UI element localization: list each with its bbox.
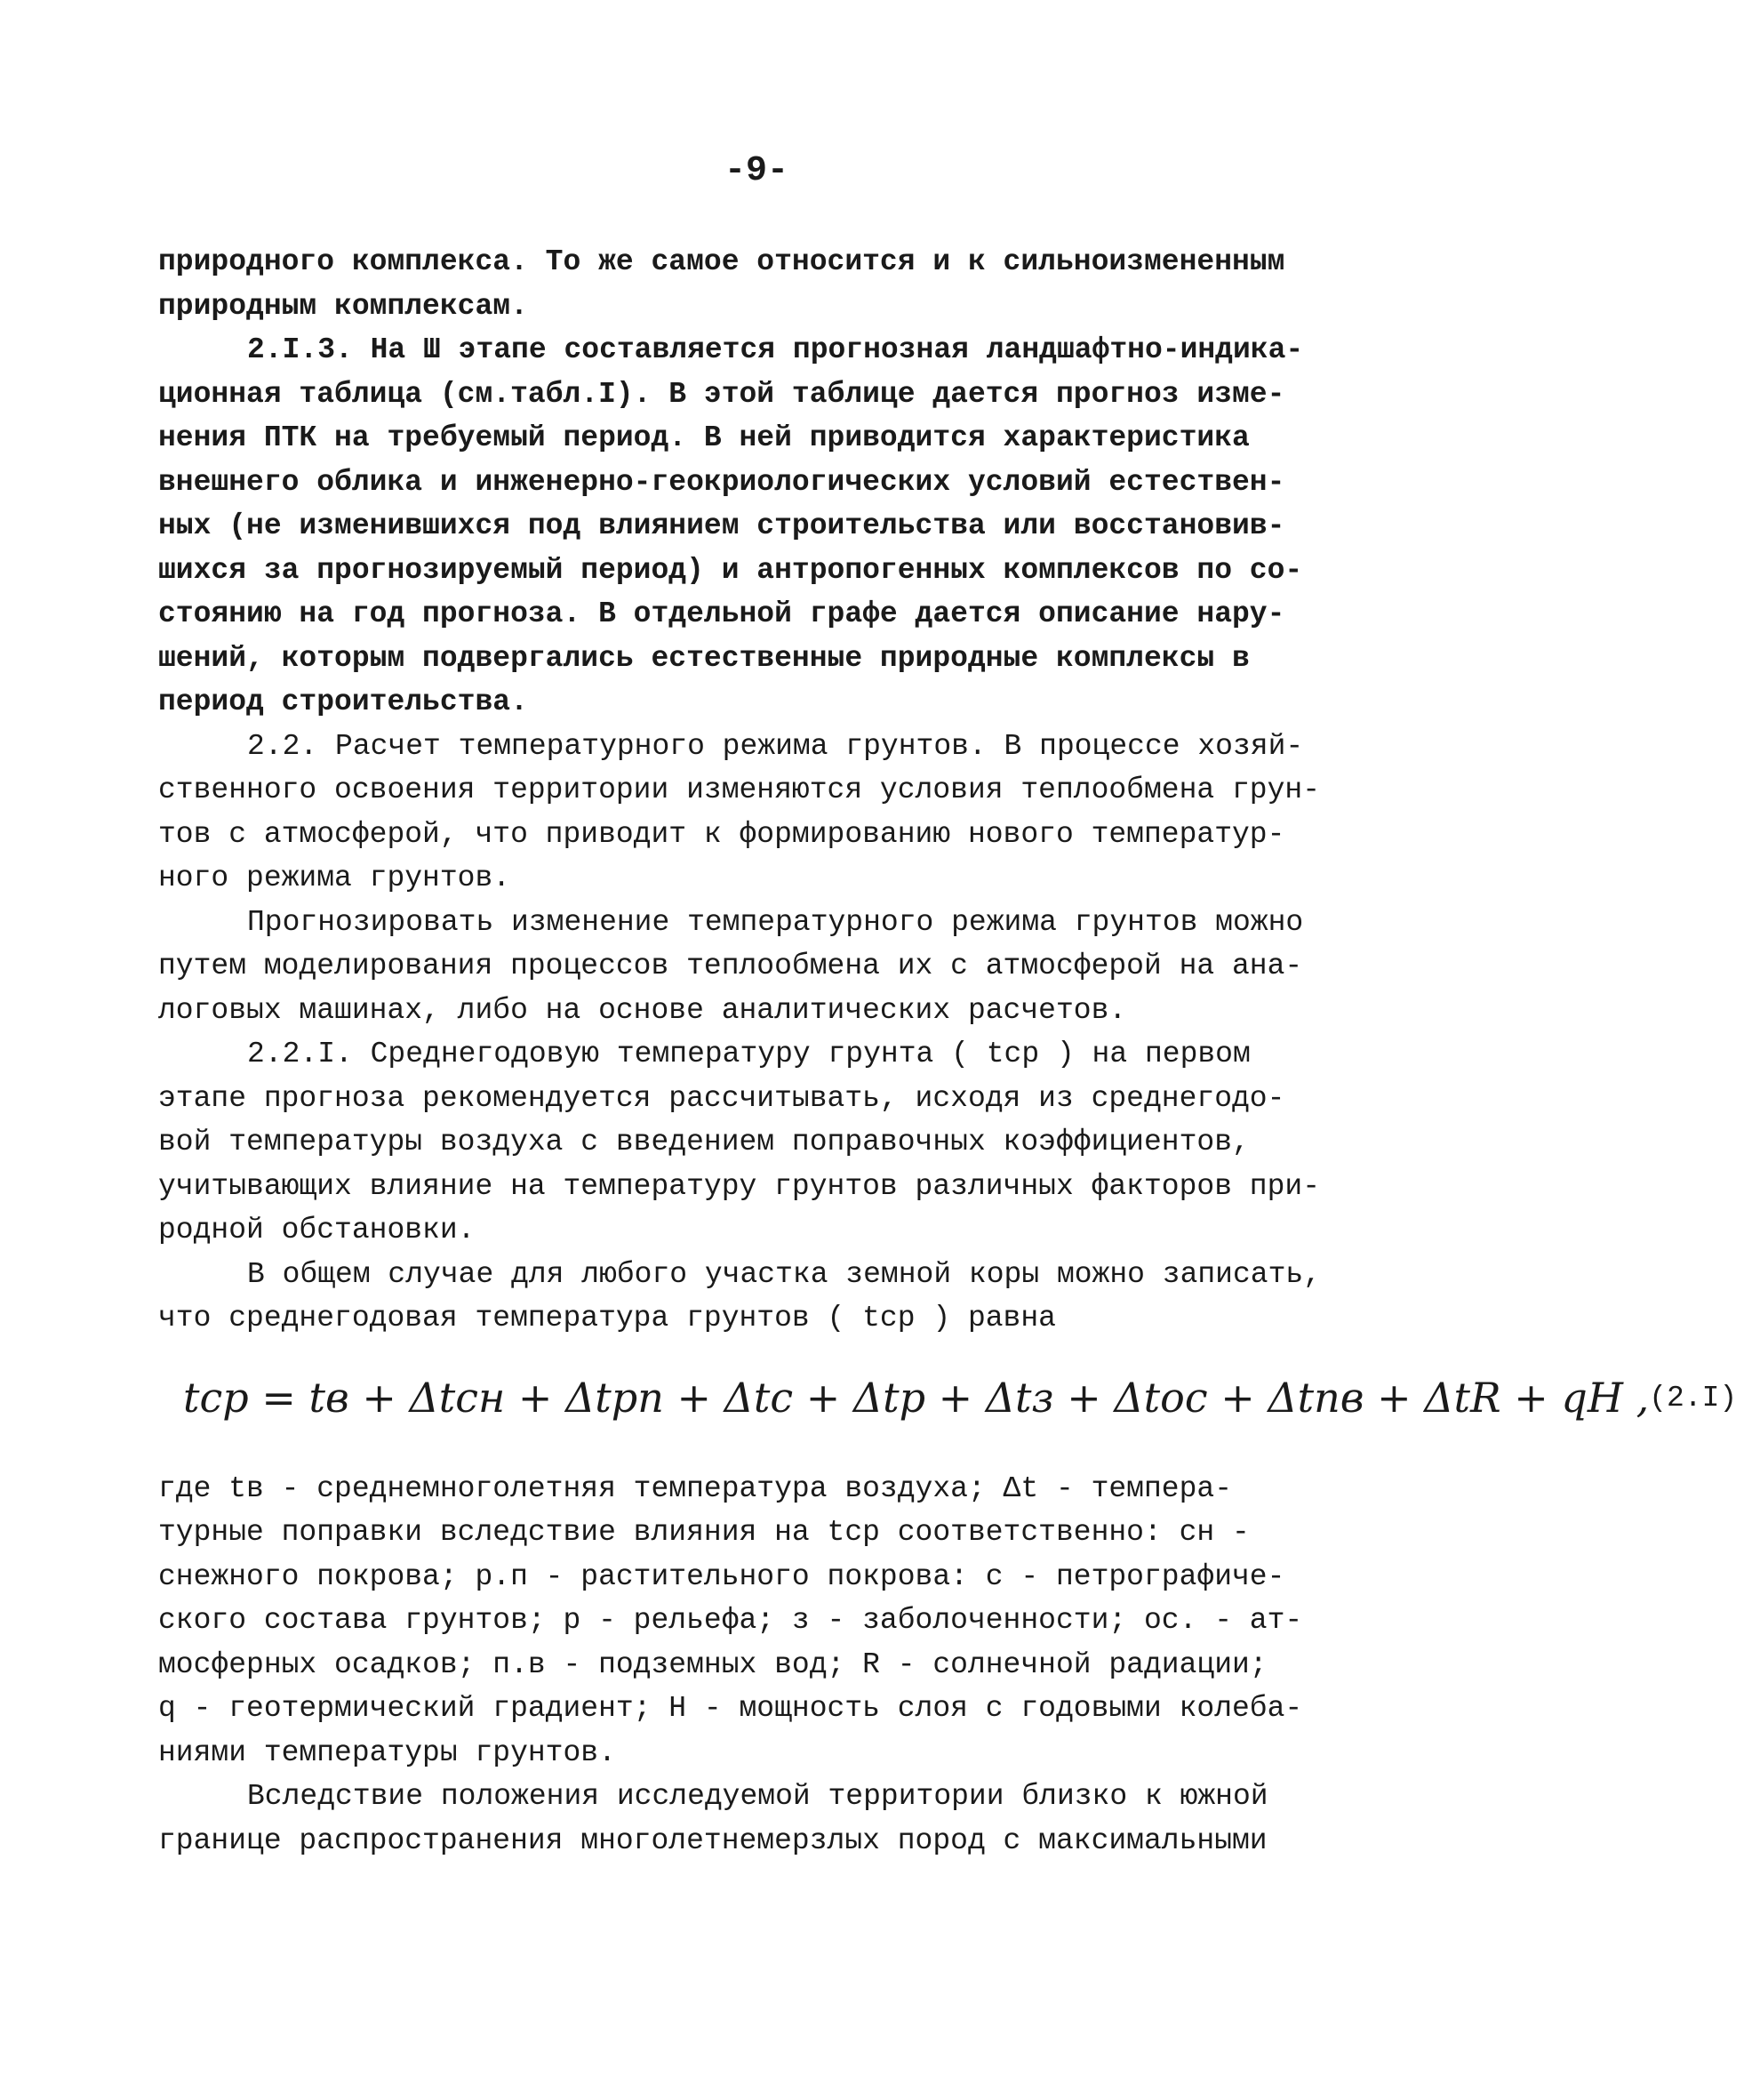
text-line: логовых машинах, либо на основе аналитических расчетов. bbox=[158, 993, 1127, 1027]
text-line: что среднегодовая температура грунтов ( tср ) равна bbox=[158, 1302, 1056, 1335]
text-line: снежного покрова; р.п - растительного покрова: с - петрографиче- bbox=[158, 1559, 1285, 1593]
text-line: турные поправки вследствие влияния на tср соответственно: сн - bbox=[158, 1516, 1250, 1549]
text-line: где tв - среднемноголетняя температура воздуха; Δt - темпера- bbox=[158, 1471, 1232, 1505]
text-line: Прогнозировать изменение температурного режима грунтов можно bbox=[247, 905, 1304, 939]
formula-expression: tср = tв + Δtсн + Δtрп + Δtс + Δtр + Δtз + Δtос + Δtпв + ΔtR + qH , bbox=[183, 1373, 1650, 1422]
text-line: тов с атмосферой, что приводит к формированию нового температур- bbox=[158, 817, 1285, 851]
paragraph-3 bbox=[158, 725, 1349, 901]
text-line: В общем случае для любого участка земной коры можно записать, bbox=[247, 1257, 1321, 1291]
paragraph-4 bbox=[158, 901, 1349, 1033]
text-line: ниями температуры грунтов. bbox=[158, 1735, 616, 1769]
text-line: ного режима грунтов. bbox=[158, 862, 511, 894]
section-heading-line: 2.2. Расчет температурного режима грунтов. В процессе хозяй- bbox=[247, 729, 1304, 763]
formula-number: (2.I) bbox=[1649, 1381, 1738, 1415]
text-line: границе распространения многолетнемерзлых пород с максимальными bbox=[158, 1823, 1268, 1857]
text-line: природным комплексам. bbox=[158, 289, 528, 323]
text-line: ственного освоения территории изменяются условия теплообмена грун- bbox=[158, 773, 1321, 806]
paragraph-5 bbox=[158, 1032, 1349, 1253]
paragraph-1 bbox=[158, 240, 1349, 328]
text-line: 2.2.I. Среднегодовую температуру грунта ( tср ) на первом bbox=[247, 1038, 1251, 1070]
body-text bbox=[158, 240, 1738, 1863]
paragraph-8 bbox=[158, 1775, 1349, 1863]
text-line: мосферных осадков; п.в - подземных вод; R - солнечной радиации; bbox=[158, 1647, 1268, 1681]
text-line: вой температуры воздуха с введением поправочных коэффициентов, bbox=[158, 1126, 1250, 1158]
text-line: 2.I.3. На Ш этапе составляется прогнозная ландшафтно-индика- bbox=[247, 333, 1304, 366]
text-line: этапе прогноза рекомендуется рассчитывать, исходя из среднегодо- bbox=[158, 1081, 1285, 1115]
text-line: шихся за прогнозируемый период) и антропогенных комплексов по со- bbox=[158, 553, 1303, 587]
text-line: внешнего облика и инженерно-геокриологических условий естествен- bbox=[158, 465, 1285, 499]
text-line: нения ПТК на требуемый период. В ней приводится характеристика bbox=[158, 421, 1250, 454]
text-line: природного комплекса. То же самое относится и к сильноизмененным bbox=[158, 245, 1285, 278]
text-line: ского состава грунтов; р - рельефа; з - заболоченности; ос. - ат- bbox=[158, 1604, 1303, 1637]
text-line: Вследствие положения исследуемой территории близко к южной bbox=[247, 1780, 1268, 1813]
text-line: путем моделирования процессов теплообмена их с атмосферой на ана- bbox=[158, 950, 1303, 982]
text-line: период строительства. bbox=[158, 685, 528, 718]
text-line: учитывающих влияние на температуру грунтов различных факторов при- bbox=[158, 1169, 1321, 1203]
paragraph-7 bbox=[158, 1467, 1349, 1775]
text-line: шений, которым подвергались естественные природные комплексы в bbox=[158, 641, 1250, 675]
paragraph-6 bbox=[158, 1253, 1349, 1341]
text-line: ционная таблица (см.табл.I). В этой таблице дается прогноз изме- bbox=[158, 377, 1285, 411]
paragraph-2 bbox=[158, 328, 1349, 725]
text-line: родной обстановки. bbox=[158, 1214, 476, 1246]
formula-row bbox=[158, 1350, 1738, 1447]
page-number: -9- bbox=[724, 151, 788, 191]
text-line: q - геотермический градиент; Н - мощность слоя с годовыми колеба- bbox=[158, 1692, 1303, 1725]
text-line: ных (не изменившихся под влиянием строительства или восстановив- bbox=[158, 509, 1285, 542]
text-line: стоянию на год прогноза. В отдельной графе дается описание нару- bbox=[158, 597, 1285, 630]
